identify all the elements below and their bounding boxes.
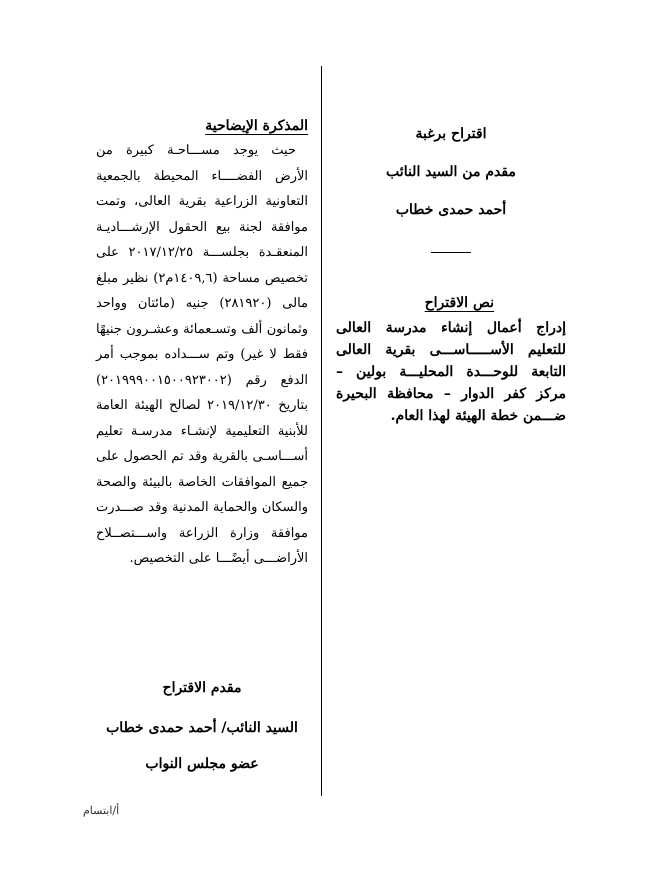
member-name: أحمد حمدى خطاب bbox=[395, 202, 507, 218]
memo-heading: المذكرة الإيضاحية bbox=[205, 118, 308, 134]
typist-mark: أ/ابتسام bbox=[83, 804, 120, 817]
proposal-column bbox=[336, 118, 566, 427]
memo-column bbox=[96, 118, 308, 572]
proposal-type: اقتراح برغبة bbox=[415, 126, 487, 142]
signature-title: مقدم الاقتراح bbox=[162, 680, 242, 696]
proposal-heading: نص الاقتراح bbox=[424, 295, 494, 311]
memo-text: حيث يوجد مســـاحـة كبيرة من الأرض الفضــــاء المحيطة بالجمعية التعاونية الزراعية بقرية العالى، وتمت موافقة لجنة بيع الحقول الإرشـــاديـة المنعقـدة بجلســـة ٢٠١٧/١٢/٢٥ على تخصيص مساحة (١٤٠٩,٦م٢) نظير مبلغ مالى (٢٨١٩٢٠) جنيه (مائتان وواحد وثمانون ألف وتسـعمائة وعشـرون جنيهًا فقط لا غير) وتم ســـداده بموجب أمر الدفع رقم (٢٠١٩٩٩٠٠١٥٠٠٩٢٣٠٠٢) بتاريخ ٢٠١٩/١٢/٣٠ لصالح الهيئة العامة للأبنية التعليمية لإنشـاء مدرسـة تعليم أســـاسـى بالقرية وقد تم الحصول على جميع الموافقات الخاصة بالبيئة والصحة والسكان والحماية المدنية وقد صـــدرت موافقة وزارة الزراعة واســـتصــلاح الأراضـــى أيضًـــا على التخصيص. bbox=[96, 143, 309, 566]
column-divider bbox=[321, 66, 322, 796]
signature-block bbox=[96, 680, 308, 772]
submitted-by: مقدم من السيد النائب bbox=[386, 164, 516, 180]
signature-name: السيد النائب/ أحمد حمدى خطاب bbox=[106, 720, 298, 736]
signature-role: عضو مجلس النواب bbox=[145, 756, 259, 772]
proposal-text: إدراج أعمال إنشاء مدرسة العالى للتعليم الأســـــاســـى بقرية العالى التابعة للوحـــدة المحليـــة بولين – مركز كفر الدوار – محافظة البحيرة ضـــمن خطة الهيئة لهذا العام. bbox=[336, 320, 566, 424]
separator-rule bbox=[431, 252, 471, 253]
